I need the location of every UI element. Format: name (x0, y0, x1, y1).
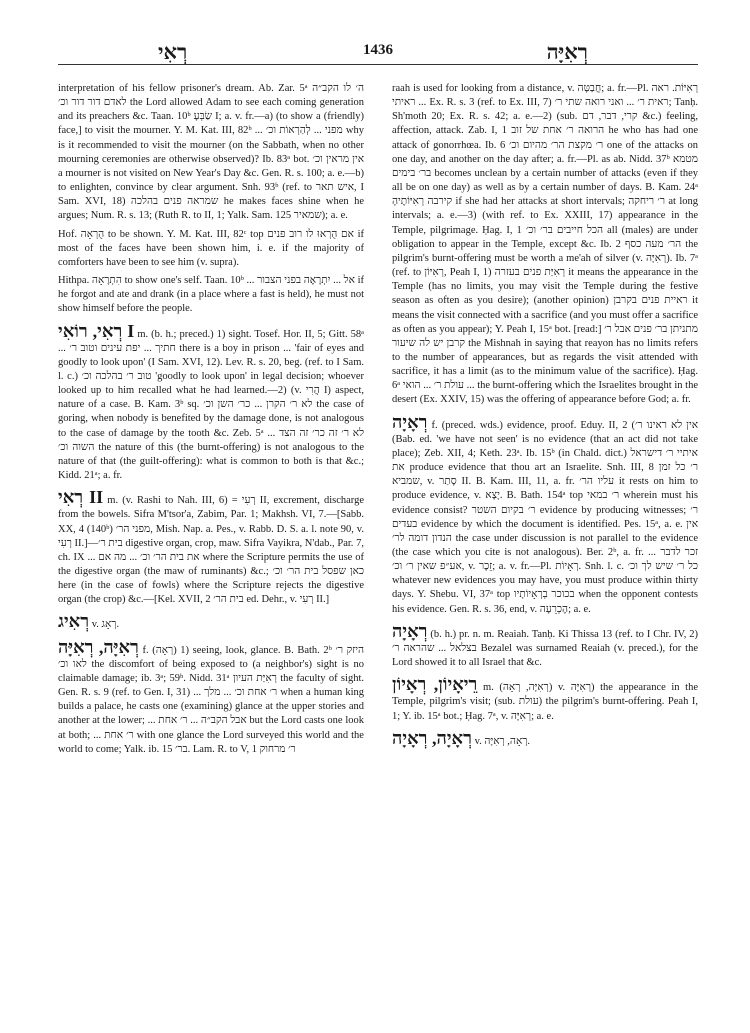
right-column (392, 78, 698, 1033)
entry-text: Hof. הֻרְאָה to be shown. Y. M. Kat. III, 82ᶜ top אם הֻרְאוּ לו רוב פנים if most of the faces have been shown him, i. e. if the majority of comforters have been to see him (v. supra). (58, 228, 364, 268)
dictionary-entry (392, 728, 698, 749)
entry-text: m. (רְאִיָּה, רְאָה) v. רְאִיָּה) the appearance in the Temple, pilgrim's visit; (sub. עולת) the pilgrim's burnt-offering. Peah I, 1; Y. ib. 15ᵃ bot.; Ḥag. 7ᵃ, v. רְאִיָּה; a. e. (392, 682, 698, 722)
dictionary-page (58, 38, 698, 998)
entry-lemma: רְאָיָה (392, 620, 428, 641)
entry-text: f. (preced. wds.) evidence, proof. Eduy. II, 2 (אין לא ראינו ר׳ (Bab. ed. 'we have not seen' is no evidence (that an act did not take place); Zeb. XII, 4; Keth. 23ᵃ. Ib. 15ᵇ (in Chald. dict.) איתיי ר׳ דישראל את produce evidence that thou art an Israelite. Snh. III, 8 ר׳ כל זמן שמביא, v. סָתַר II. B. Kam. III, 11, a. fr. עליו הר׳ it rests on him to produce evidence, v. יָצָא. B. Bath. 154ᵃ top ר׳ במאי wherein must his evidence consist? ר׳ בקיום השטר evidence by producing witnesses; ר׳ בעדים evidence by which the document is identified. Pes. 15ᵃ, a. e. אין הנדון דומה לר׳ the case under discussion is not parallel to the evidence (the case which you cite is not analogous). Ber. 2ᵇ, a. fr. זכר לדבר ... אע״פ שאין ר׳ וכ׳, v. זֵכֶר; a. v. fr.—Pl. רְאָיוֹת. Snh. l. c. כל ר׳ שיש לך וכ׳ whatever new evidences you may have, you must produce within thirty days. Y. Shebu. VI, 37ᵃ top בכוכר בְרְאָיוֹתָיו when the opponent contests his evidence. Gen. R. s. 36, end, v. הֶכְרֵעָה; a. e. (392, 419, 698, 615)
entry-lemma: רְאָיָה (392, 411, 428, 432)
dictionary-entry (58, 321, 364, 484)
dictionary-entry (58, 611, 364, 632)
entry-lemma: רְאִיג (58, 611, 90, 632)
page-number: 1436 (363, 42, 393, 58)
entry-text: (b. h.) pr. n. m. Reaiah. Tanḥ. Ki Thissa 13 (ref. to I Chr. IV, 2) בצלאל ... שהראה ר׳ Bezalel was surnamed Reaiah (v. preced.), for the Lord showed it to all Israel that &c. (392, 628, 698, 669)
running-header (58, 38, 698, 65)
entry-text: interpretation of his fellow prisoner's dream. Ab. Zar. 5ᵃ ה׳ לו הקב״ה לאדם דור דור וכ׳ the Lord allowed Adam to see each coming generation and its preachers &c. Taan. 10ᵇ שַׂבְּעָ I; a. v. fr.—a) (to show a (friendly) face,] to visit the mourner. Y. M. Kat. III, 82ᵇ ... מפני ... לְהַרְאוֹת וכ׳ why is it recommended to visit the mourner (on the Sabbath, when no other mourning ceremonies are otherwise observed)? Ib. 83ᵃ bot. אין מראין וכ׳ a mourner is not visited on New Year's Day &c. Gen. R. s. 100; a. e.—b) to enlighten, convince by clear argument. Snh. 93ᵇ (ref. to איש תאר, I Sam. XVI, 18) שמראה פנים בהלכה he makes faces shine when he argues; Num. R. s. 13; (Ruth R. to II, 1; Yalk. Sam. 125 שמאיר); a. e. (58, 83, 364, 222)
left-column (58, 78, 364, 1033)
two-column-body (58, 78, 698, 998)
dictionary-entry (392, 674, 698, 723)
entry-text: f. (רְאָה) 1) seeing, look, glance. B. Bath. 2ᵇ היזק ר׳ לאו וכ׳ the discomfort of being exposed to (a neighbor's) sight is no claimable damage; ib. 3ᵃ; 59ᵇ. Nidd. 31ᵃ רְאִיַּת העיון the faculty of sight. Gen. R. s. 9 (ref. to Gen. I, 31) ... ר׳ אחת וכ׳ ... מלך when a human king builds a palace, he casts one (examining) glance at the upper stories and another at the lower; ... אבל הקב״ה ... ר׳ אחת but the Lord casts one look at both; ... ר׳ אחת with one glance the Lord surveyed this world and the world to come; Yalk. ib. 15 בר׳. Lam. R. to V, 1 ר׳ מרחוק (58, 644, 364, 755)
entry-text: m. (v. Rashi to Nah. III, 6) = רְעִי II, excrement, discharge from the bowels. Sifra M'tsor'a, Zabim, Par. 1; Makhsh. VI, 7.—[Sabb. XX, 4 (140ᵇ) מפני הר׳, Mish. Nap. a. Pes., v. Rabb. D. S. a. l. note 90, v. רְעִי II.]—בית ר׳ digestive organ, crop, maw. Sifra Vayikra, N'dab., Par. 7, ch. IX ... את בית הר׳ וכ׳ ... מה אם where the Scripture permits the use of the digestive organ (the maw of ruminants) &c.; כאן שפסל בית הר׳ וכ׳ here (in the case of fowls) where the Scripture rejects the digestive organ (the crop) &c.—[Kel. XVII, 2 בית הר׳ ed. Dehr., v. רְעִי II.] (58, 495, 364, 606)
entry-paragraph (58, 228, 364, 270)
entry-text: v. רְאָה, רְאִיָּה. (474, 735, 531, 747)
entry-lemma: רְאִי, רוֹאִי I (58, 320, 135, 341)
dictionary-entry (392, 621, 698, 670)
dictionary-entry (392, 412, 698, 617)
left-headword: רְאִי (158, 40, 188, 64)
entry-lemma: רְאִיָּה, רְאִיָּה (58, 636, 139, 657)
dictionary-entry (58, 487, 364, 607)
entry-paragraph (58, 274, 364, 316)
entry-paragraph (392, 82, 698, 408)
entry-text: m. (b. h.; preced.) 1) sight. Tosef. Hor. II, 5; Gitt. 58ᵃ ... חתיך ... יפת עינים וטוב ר׳ there is a boy in prison ... 'fair of eyes and goodly to look upon' (I Sam. XVI, 12). Lev. R. s. 20, beg. (ref. to I Sam. l. c.) טוב ר׳ בהלכה וכ׳ 'goodly to look upon' in legal decision; whoever looked up to him recalled what he had learned.—2) (v. הֲרִי I) aspect, nature of a case. B. Kam. 3ᵇ sq. לא ר׳ הקרן ... כר׳ השן וכ׳ the case of goring, when nobody is benefited by the damage done, is not analogous to the case of damage by the tooth &c. Zeb. 5ᵃ ... לא ר׳ זה כר׳ זה הצד השוה וכ׳ the nature of this (the burnt-offering) is not analogous to the nature of that (the guilt-offering): what is common to both is that &c.; Kidd. 21ᵃ; a. fr. (58, 328, 364, 482)
right-headword: רְאִיָּה (546, 40, 588, 64)
entry-lemma: רְאִי II (58, 487, 104, 508)
entry-text: Hithpa. הִתְרָאָה to show one's self. Taan. 10ᵇ ... אל ... יִתְרָאֶה בפני הצבור if he forgot and ate and drank (in a place where a fast is held), he must not show himself before the people. (58, 275, 364, 315)
entry-text: raah is used for looking from a distance, v. חֲבַטָּה; a. fr.—Pl. רְאִיּוֹת. ראה ראיתי ... Ex. R. s. 3 (ref. to Ex. III, 7) ראית ר׳ ... ואני רואה שתי ר׳; Tanḥ. Sh'moth 20; Ex. R. s. 42; a. e.—2) (sub. קרי, דבר, דם &c.) feeling, affection, attack. Zab. I, 1 הרואה ר׳ אחת של זוב he who has had one attack of gonorrhœa. Ib. 6 ר׳ מקצת הר׳ מהיום וכ׳ one of the attacks on one day, and another on the day after; a. fr.—Pl. as ab. Nidd. 37ᵇ מטמא בר׳ בימים becomes unclean by a certain number of attacks (even if they all be on one day) as well as by a certain number of days. B. Kam. 24ᵃ קירבה רְאִיּוֹתֶיהָ if she had her attacks at short intervals; ר׳ ריחקה at long intervals; a. e.—3) (with ref. to Ex. XXIII, 17) appearance in the Temple, pilgrimage. Ḥag. I, 1 הכל חייבים בר׳ וכ׳ all (males) are under obligation to appear in the Temple, except &c. Ib. 2 הר׳ מעה כסף the pilgrim's burnt-offering must be worth a me'ah of silver (v. רְאִיָּה). Ib. 7ᵃ (ref. to רְאִיּוֹן, Peah I, 1) רְאִיַּת פנים בעזרה it means the appearance in the Temple (has no limits, you may visit the Temple during the festive season as often as you desire); (another opinion) ראיית פנים בקרבן it means the visit connected with a sacrifice (and you must offer a sacrifice as often as you appear); Y. Peah I, 15ᵃ bot. [read:] מתניתן בר׳ פנים אבל ר׳ קרבן יש לה שיעור the Mishnah in saying that reayon has no limits refers to the number of appearances, but as regards the visit attended with sacrifice, it has a limit (as to the minimum value of the sacrifice). Ḥag. 6ᵃ עולת ר׳ ... הואי ... the burnt-offering which the Israelites brought in the desert (Ex. XXIV, 15) was the offering of appearance before God; a. fr. (392, 83, 698, 406)
entry-text: v. רְאָג. (91, 619, 120, 631)
entry-lemma: רֵיאָיוֹן, רְאָיוֹן (392, 674, 478, 695)
dictionary-entry (58, 637, 364, 757)
entry-paragraph (58, 82, 364, 224)
entry-lemma: רְאָיָה, רְאָיָה (392, 727, 472, 748)
